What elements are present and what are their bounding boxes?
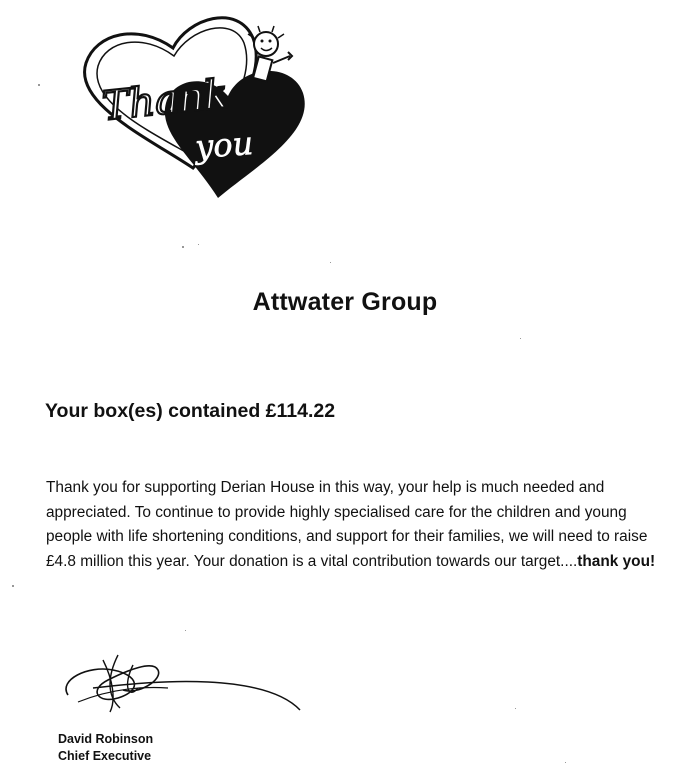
signatory-title: Chief Executive bbox=[58, 749, 152, 763]
cartoon-head-icon bbox=[254, 32, 278, 56]
scan-speck bbox=[12, 585, 14, 587]
amount-heading: Your box(es) contained £114.22 bbox=[45, 400, 336, 422]
scan-speck bbox=[565, 762, 566, 763]
closing-thank-you: thank you! bbox=[577, 552, 656, 570]
scan-speck bbox=[330, 262, 331, 263]
scan-speck bbox=[520, 338, 521, 339]
scan-speck bbox=[182, 246, 184, 248]
message-text: Thank you for supporting Derian House in this way, your help is much needed and appreciated. To continue to provide highly specialised care for the children and young people with life shortening conditions, and support for their families, we will need to raise £4.8 million this year. Your donation is a vital contribution towards our target.... bbox=[46, 479, 648, 570]
scan-speck bbox=[198, 244, 199, 245]
thank-you-message bbox=[46, 476, 671, 574]
signatory-name: David Robinson bbox=[58, 732, 154, 746]
recipient-name: Attwater Group bbox=[252, 288, 438, 316]
logo-text-you: you bbox=[193, 124, 255, 166]
thank-you-heart-logo bbox=[78, 8, 328, 208]
scan-speck bbox=[38, 84, 40, 86]
signature-graphic bbox=[48, 640, 308, 720]
scan-speck bbox=[515, 708, 516, 709]
logo-text-thank: Thank bbox=[100, 70, 231, 130]
scan-speck bbox=[185, 630, 186, 631]
